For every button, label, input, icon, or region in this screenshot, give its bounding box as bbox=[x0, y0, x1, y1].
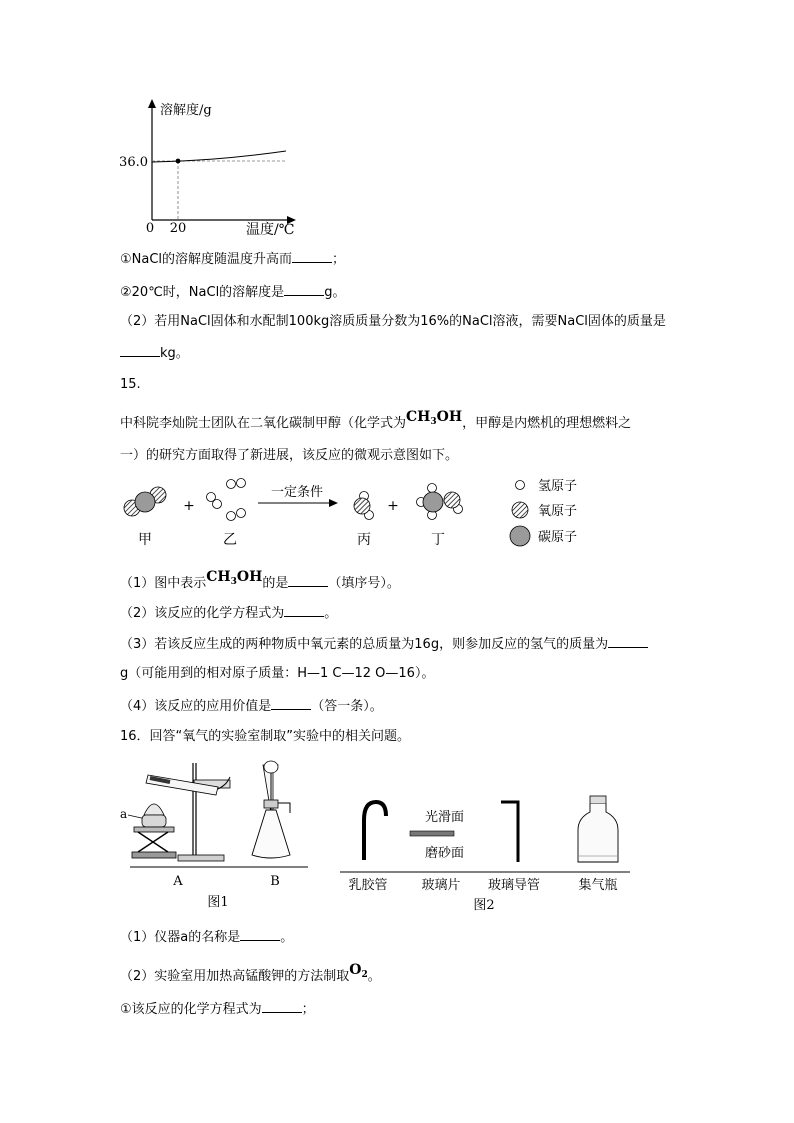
chart-y-label: 溶解度/g bbox=[160, 103, 212, 118]
label-ding: 丁 bbox=[431, 532, 445, 548]
answer-blank[interactable] bbox=[262, 999, 302, 1013]
chart-x-tick: 20 bbox=[169, 221, 187, 235]
molecule-ding-ch3oh bbox=[417, 484, 463, 520]
answer-blank[interactable] bbox=[608, 634, 648, 648]
q15-intro-line1: 中科院李灿院士团队在二氧化碳制甲醇（化学式为$CH_3OH$，甲醇是内燃机的理想燃料之 bbox=[120, 409, 632, 431]
q15-sub3-line1: （3）若该反应生成的两种物质中氧元素的总质量为16g，则参加反应的氢气的质量为 bbox=[120, 634, 648, 654]
chart-x-label: 温度/℃ bbox=[246, 222, 295, 235]
chart-y-tick: 36.0 bbox=[119, 155, 148, 170]
chart-point-20 bbox=[176, 159, 181, 164]
legend-carbon-icon bbox=[510, 526, 530, 546]
apparatus-label-B: B bbox=[270, 874, 280, 889]
answer-blank[interactable] bbox=[120, 343, 160, 357]
item-label-glass-plate: 玻璃片 bbox=[421, 878, 461, 893]
legend-carbon-label: 碳原子 bbox=[538, 530, 578, 545]
methanol-formula: $CH_3OH$ bbox=[206, 569, 263, 587]
nacl-solubility-curve bbox=[152, 151, 286, 162]
reaction-diagram bbox=[110, 472, 610, 552]
rubber-tube-icon bbox=[364, 802, 386, 860]
label-yi: 乙 bbox=[223, 532, 237, 548]
legend-hydrogen-label: 氢原子 bbox=[538, 479, 578, 494]
figure-1-caption: 图1 bbox=[207, 895, 229, 910]
reaction-arrowhead bbox=[329, 499, 338, 507]
answer-blank[interactable] bbox=[292, 249, 332, 263]
molecule-yi-h2 bbox=[207, 479, 246, 521]
apparatus-label-A: A bbox=[173, 874, 183, 889]
answer-blank[interactable] bbox=[271, 696, 311, 710]
figure-2-equipment bbox=[338, 790, 632, 916]
chart-y-arrow bbox=[148, 99, 156, 108]
glass-plate-icon bbox=[410, 831, 454, 836]
legend bbox=[510, 479, 577, 546]
q15-sub4: （4）该反应的应用价值是 （答一条）。 bbox=[120, 696, 383, 716]
q15-sub1: （1）图中表示$CH_3OH$的是 （填序号）。 bbox=[120, 569, 400, 591]
figure-1-apparatus bbox=[118, 755, 318, 915]
plus-sign-2: + bbox=[387, 498, 399, 514]
q16-title: 16．回答“氧气的实验室制取”实验中的相关问题。 bbox=[120, 729, 411, 744]
reaction-condition: 一定条件 bbox=[270, 485, 324, 500]
q15-number: 15. bbox=[120, 377, 141, 392]
chart-x-origin: 0 bbox=[145, 221, 155, 235]
answer-blank[interactable] bbox=[240, 927, 280, 941]
figure-2-caption: 图2 bbox=[473, 898, 495, 913]
item-label-rubber-tube: 乳胶管 bbox=[348, 878, 388, 893]
plus-sign-1: + bbox=[183, 498, 195, 514]
apparatus-label-a: a bbox=[120, 807, 128, 821]
q14-sub2-line1: （2）若用NaCl固体和水配制100kg溶质质量分数为16%的NaCl溶液，需要NaCl固体的质量是 bbox=[120, 314, 666, 329]
q14-sub2-line2: kg。 bbox=[120, 343, 189, 363]
item-label-gas-bottle: 集气瓶 bbox=[578, 878, 618, 893]
smooth-side-label: 光滑面 bbox=[425, 810, 465, 825]
ground-side-label: 磨砂面 bbox=[425, 846, 465, 861]
legend-oxygen-icon bbox=[512, 502, 528, 518]
molecule-bing-h2o bbox=[354, 492, 374, 520]
q16-sub1: （1）仪器a的名称是 。 bbox=[120, 927, 293, 947]
gas-bottle-icon bbox=[578, 796, 618, 862]
oxygen-formula: $O_2$ bbox=[349, 962, 368, 980]
answer-blank[interactable] bbox=[284, 282, 324, 296]
label-jia: 甲 bbox=[138, 532, 152, 548]
legend-oxygen-label: 氧原子 bbox=[538, 504, 578, 519]
molecule-jia-co2 bbox=[124, 487, 166, 516]
answer-blank[interactable] bbox=[288, 573, 328, 587]
label-bing: 丙 bbox=[357, 532, 371, 548]
q14-sub1-b: ②20℃时，NaCl的溶解度是 g。 bbox=[120, 282, 345, 302]
q14-sub1-a: ①NaCl的溶解度随温度升高而 ； bbox=[120, 249, 345, 269]
q16-sub2a: ①该反应的化学方程式为 ； bbox=[120, 999, 315, 1019]
item-label-glass-tube: 玻璃导管 bbox=[487, 878, 541, 893]
glass-tube-icon bbox=[501, 802, 518, 862]
legend-hydrogen-icon bbox=[516, 481, 525, 490]
q15-intro-line2: 一）的研究方面取得了新进展，该反应的微观示意图如下。 bbox=[120, 448, 459, 463]
q15-sub2: （2）该反应的化学方程式为 。 bbox=[120, 603, 337, 623]
q15-sub3-line2: g（可能用到的相对原子质量：H—1 C—12 O—16）。 bbox=[120, 666, 435, 681]
methanol-formula: $CH_3OH$ bbox=[406, 409, 463, 427]
q16-sub2: （2）实验室用加热高锰酸钾的方法制取$O_2$。 bbox=[120, 962, 381, 984]
solubility-chart bbox=[110, 95, 310, 235]
answer-blank[interactable] bbox=[284, 603, 324, 617]
